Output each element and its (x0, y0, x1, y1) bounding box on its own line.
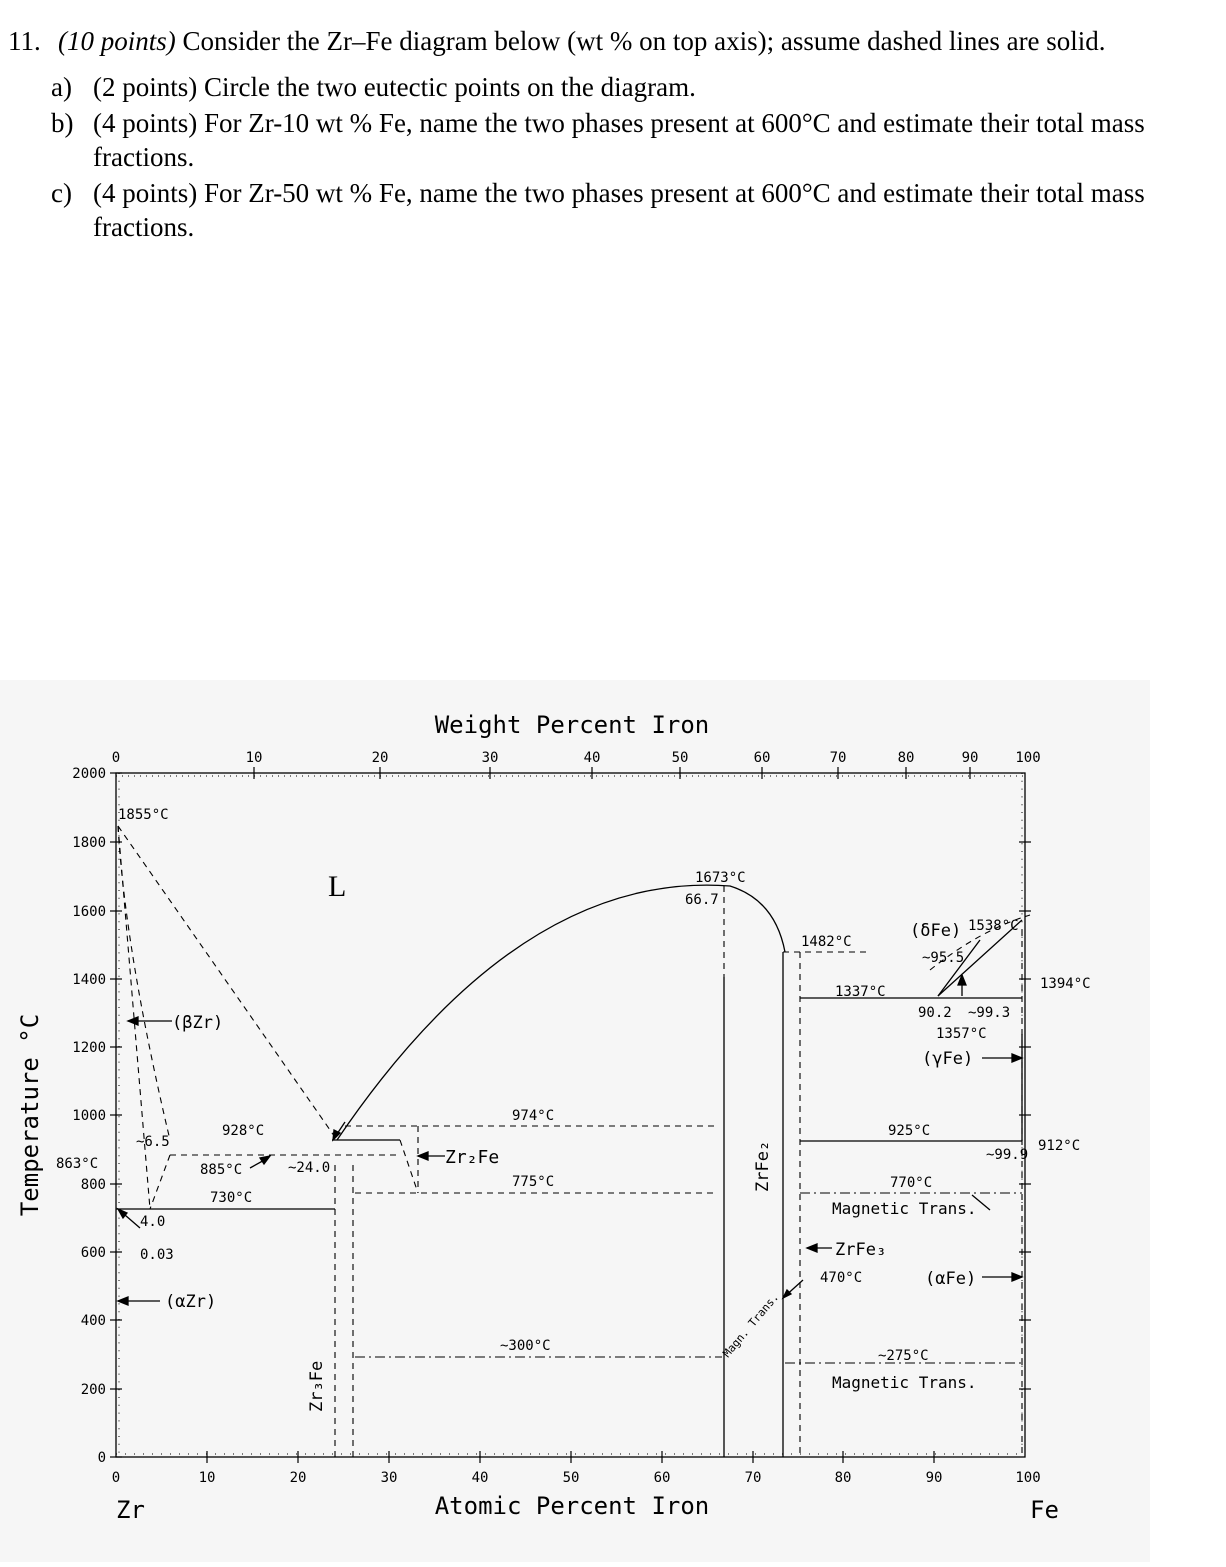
part-text: (4 points) For Zr-50 wt % Fe, name the two phases present at 600°C and estimate their total mass fractions. (93, 178, 1145, 242)
label-zrfe3: ZrFe₃ (835, 1240, 887, 1260)
top-tick-label: 20 (371, 750, 389, 766)
bottom-tick-label: 30 (380, 1470, 398, 1486)
label-885: 885°C (200, 1162, 243, 1178)
label-1357: 1357°C (936, 1026, 987, 1042)
label-95-5: ~95.5 (922, 950, 965, 966)
y-tick-label: 200 (80, 1382, 106, 1398)
y-tick-label: 2000 (72, 766, 106, 782)
question-number: 11. (8, 26, 41, 56)
label-beta-zr: (βZr) (172, 1013, 224, 1033)
label-300: ~300°C (500, 1338, 551, 1354)
top-tick-label: 40 (583, 750, 601, 766)
label-470: 470°C (820, 1270, 863, 1286)
label-912: 912°C (1038, 1138, 1081, 1154)
label-730: 730°C (210, 1190, 253, 1206)
top-tick-label: 0 (111, 750, 121, 766)
magnetic-transition-lines (355, 1193, 1022, 1363)
label-6-5: ~6.5 (136, 1134, 170, 1150)
label-1394: 1394°C (1040, 976, 1091, 992)
question-block (8, 24, 1208, 246)
y-tick-label: 0 (97, 1450, 106, 1466)
top-tick-label: 70 (829, 750, 847, 766)
part-text: (4 points) For Zr-10 wt % Fe, name the two phases present at 600°C and estimate their total mass fractions. (93, 108, 1145, 172)
label-zr2fe: Zr₂Fe (445, 1147, 500, 1168)
y-tick-label: 600 (80, 1245, 106, 1261)
question-stem (58, 24, 1208, 58)
label-863: 863°C (56, 1156, 99, 1172)
label-alpha-fe: (αFe) (925, 1269, 977, 1289)
y-tick-label: 800 (80, 1177, 106, 1193)
label-99-9: ~99.9 (986, 1147, 1029, 1163)
question-prompt: Consider the Zr–Fe diagram below (wt % on top axis); assume dashed lines are solid. (175, 26, 1106, 56)
label-24-0: ~24.0 (288, 1160, 331, 1176)
y-tick-label: 1400 (72, 972, 106, 988)
label-925: 925°C (888, 1123, 931, 1139)
label-775: 775°C (512, 1174, 555, 1190)
zr-fe-phase-diagram (0, 680, 1150, 1562)
part-letter: a) (51, 72, 72, 102)
bottom-axis-title: Atomic Percent Iron (434, 1492, 710, 1520)
label-zrfe2: ZrFe₂ (753, 1140, 773, 1192)
y-tick-label: 1600 (72, 904, 106, 920)
bottom-tick-label: 0 (111, 1470, 121, 1486)
label-magn-trans: Magn. Trans. (720, 1290, 782, 1360)
y-axis-title: Temperature °C (16, 1013, 44, 1217)
label-1673: 1673°C (695, 870, 746, 886)
label-1337: 1337°C (835, 984, 886, 1000)
label-928: 928°C (222, 1123, 265, 1139)
top-tick-label: 50 (671, 750, 689, 766)
label-alpha-zr: (αZr) (165, 1292, 217, 1312)
label-delta-fe: (δFe) (910, 921, 962, 941)
top-tick-label: 60 (753, 750, 771, 766)
label-liquid: L (328, 870, 347, 903)
question-parts (51, 70, 1208, 244)
bottom-tick-label: 70 (744, 1470, 762, 1486)
question-part-a (51, 70, 1208, 104)
diagram-labels (56, 807, 1091, 1412)
bottom-tick-label: 10 (198, 1470, 216, 1486)
solid-phase-lines (116, 885, 1022, 1457)
label-770: 770°C (890, 1175, 933, 1191)
y-tick-label: 1800 (72, 835, 106, 851)
y-tick-label: 1000 (72, 1108, 106, 1124)
bottom-tick-label: 60 (653, 1470, 671, 1486)
label-1482: 1482°C (801, 934, 852, 950)
part-letter: c) (51, 178, 72, 208)
question-points: (10 points) (58, 26, 176, 56)
part-letter: b) (51, 108, 74, 138)
phase-diagram-figure (0, 680, 1150, 1562)
top-tick-label: 100 (1015, 750, 1041, 766)
element-fe: Fe (1030, 1496, 1059, 1524)
label-4-0: 4.0 (140, 1214, 166, 1230)
part-text: (2 points) Circle the two eutectic points on the diagram. (93, 72, 696, 102)
top-tick-label: 80 (897, 750, 915, 766)
label-90-2: 90.2 (918, 1005, 952, 1021)
y-tick-label: 1200 (72, 1040, 106, 1056)
top-tick-label: 10 (245, 750, 263, 766)
bottom-tick-label: 20 (289, 1470, 307, 1486)
bottom-tick-label: 40 (471, 1470, 489, 1486)
bottom-tick-label: 80 (834, 1470, 852, 1486)
label-974: 974°C (512, 1108, 555, 1124)
y-tick-labels (72, 766, 106, 1466)
pointer-arrows (118, 975, 1022, 1305)
bottom-tick-label: 100 (1015, 1470, 1041, 1486)
bottom-tick-label: 90 (925, 1470, 943, 1486)
element-zr: Zr (116, 1496, 145, 1524)
label-275: ~275°C (878, 1348, 929, 1364)
label-1538: 1538°C (968, 918, 1019, 934)
label-66-7: 66.7 (685, 892, 719, 908)
bottom-tick-labels (112, 1470, 1041, 1486)
label-magnetic-trans-2: Magnetic Trans. (832, 1373, 977, 1392)
top-tick-labels (112, 750, 1041, 766)
question-part-b (51, 106, 1208, 174)
question-part-c (51, 176, 1208, 244)
label-1855: 1855°C (118, 807, 169, 823)
label-zr3fe: Zr₃Fe (307, 1360, 327, 1412)
label-0-03: 0.03 (140, 1247, 174, 1263)
top-axis-title: Weight Percent Iron (434, 711, 710, 739)
top-tick-label: 30 (481, 750, 499, 766)
label-magnetic-trans-1: Magnetic Trans. (832, 1199, 977, 1218)
label-99-3: ~99.3 (968, 1005, 1011, 1021)
top-tick-label: 90 (961, 750, 979, 766)
question-header (8, 24, 1208, 58)
y-tick-label: 400 (80, 1313, 106, 1329)
label-gamma-fe: (γFe) (922, 1049, 974, 1069)
bottom-tick-label: 50 (562, 1470, 580, 1486)
